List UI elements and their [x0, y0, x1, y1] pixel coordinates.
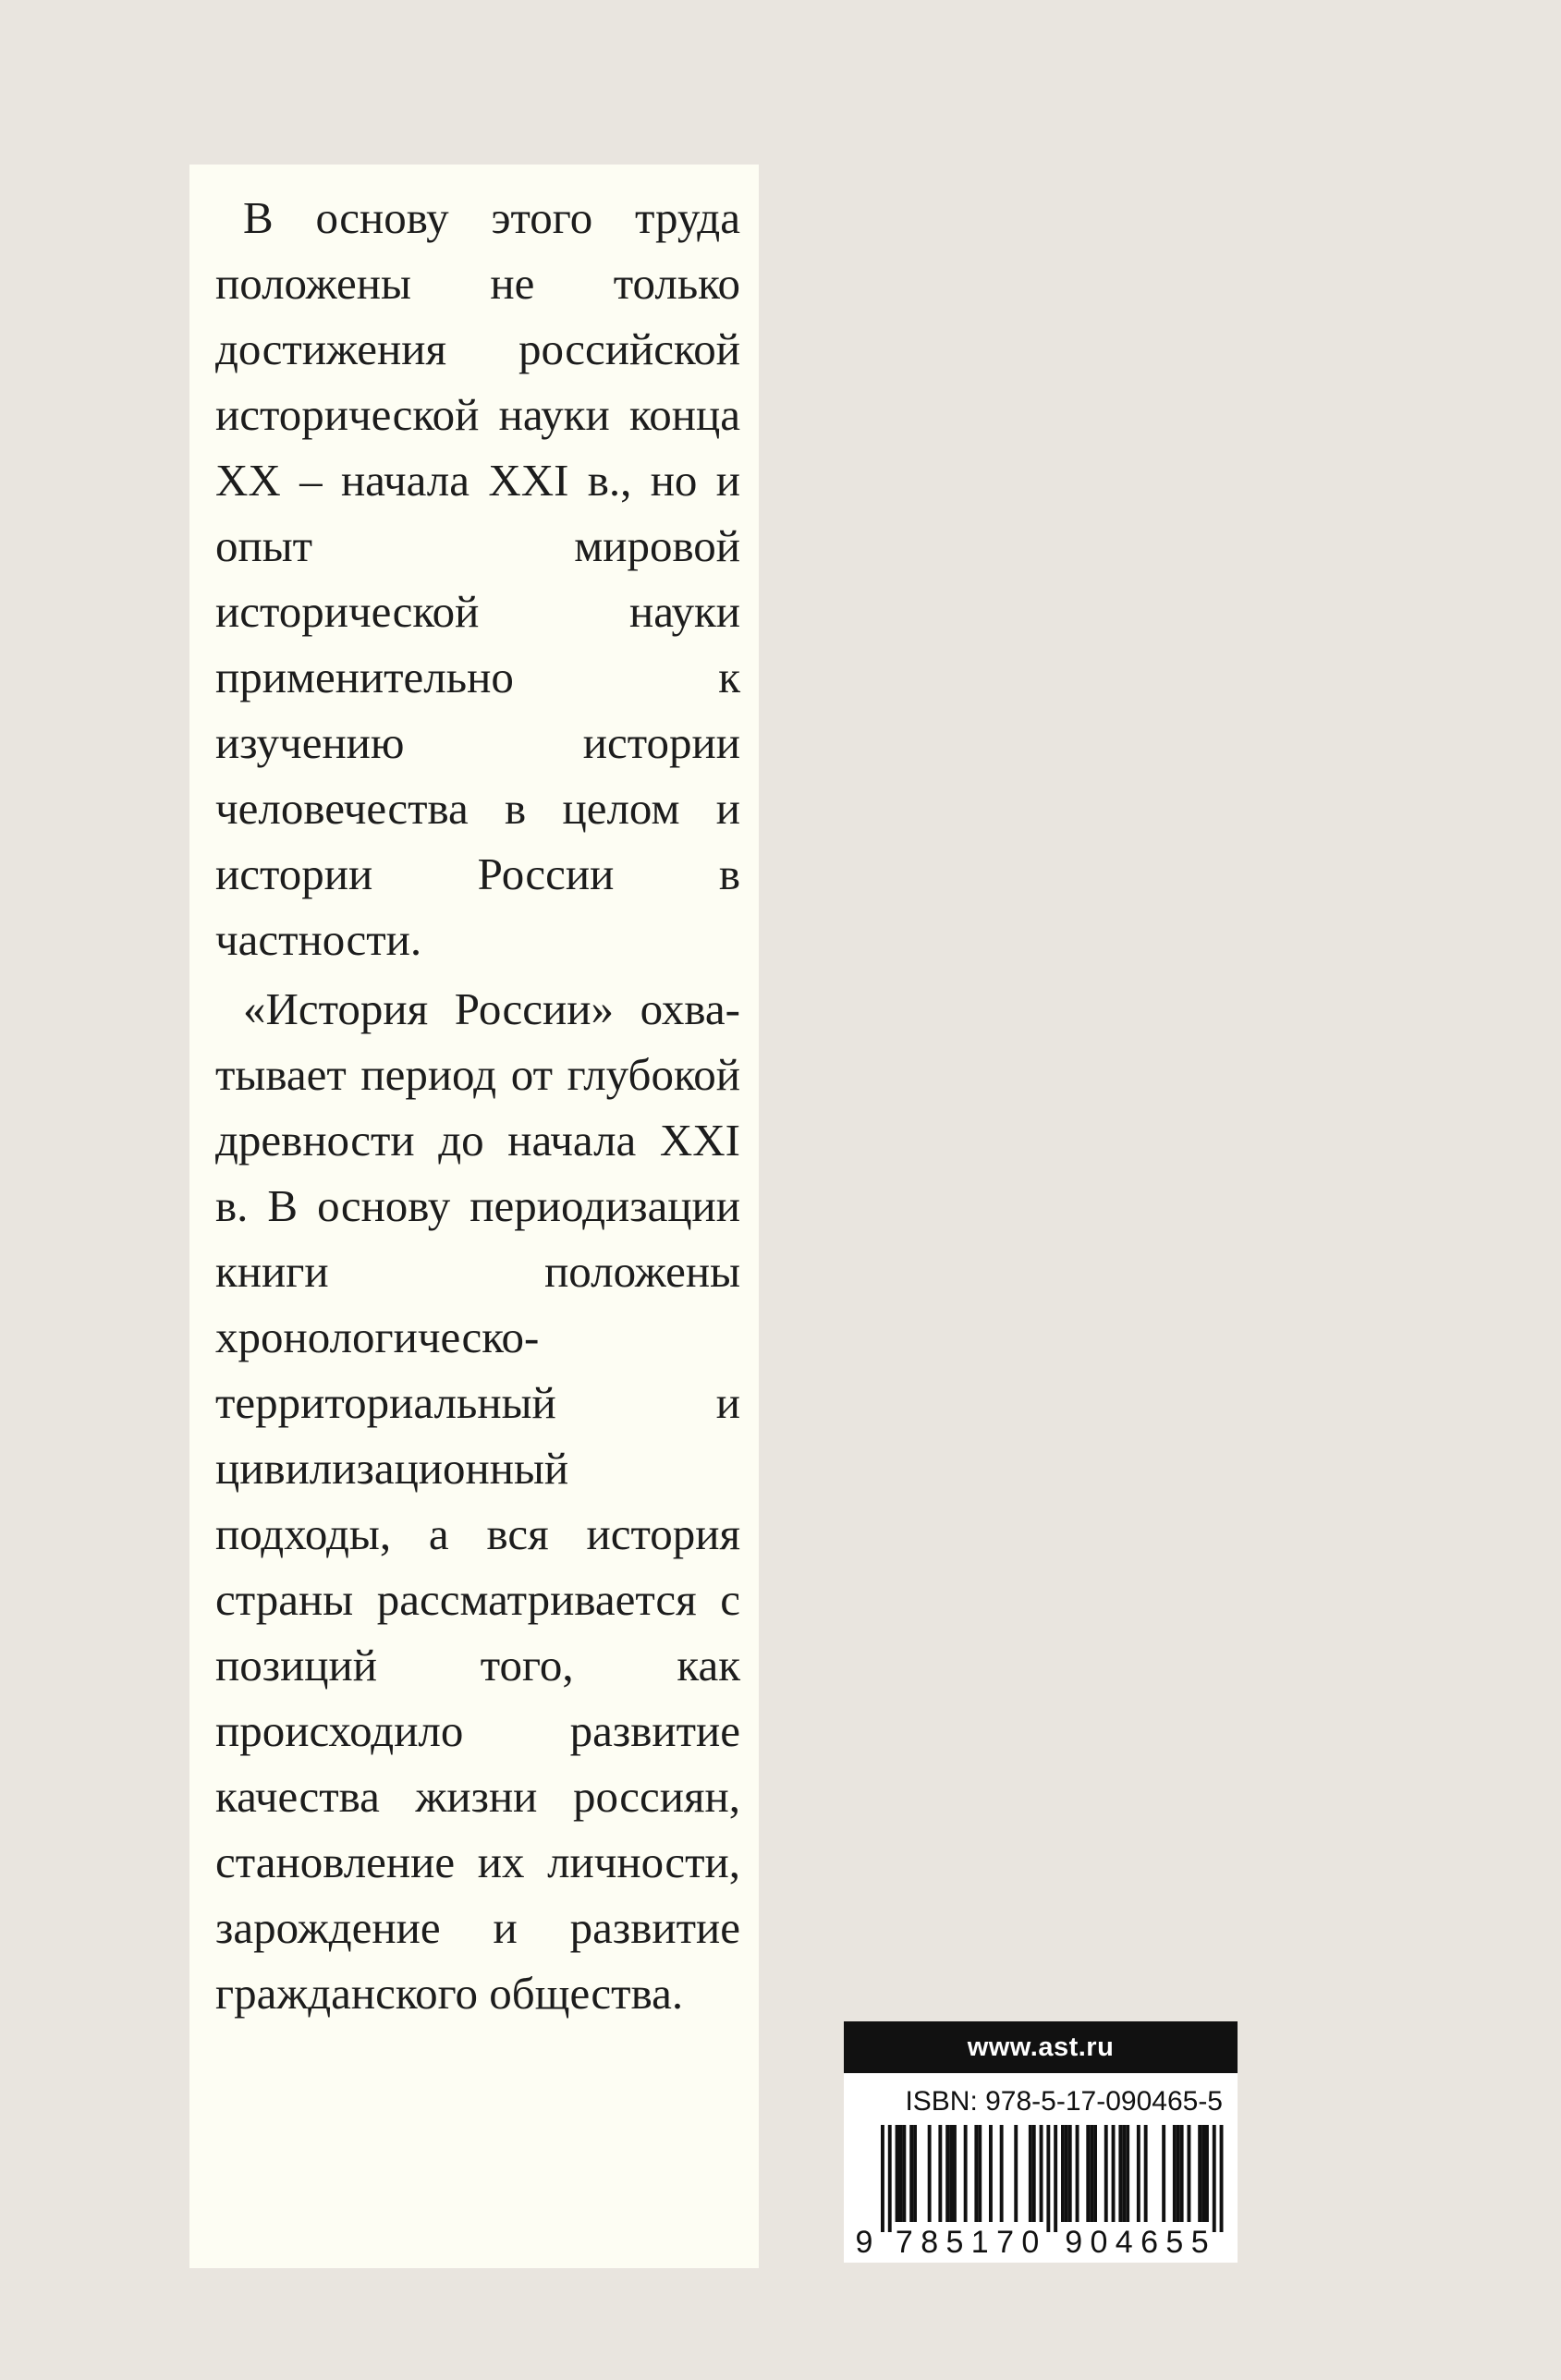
- barcode-bar: [945, 2125, 949, 2222]
- blurb-panel: [189, 165, 759, 2268]
- barcode-bar: [1086, 2125, 1090, 2222]
- barcode-graphic: [853, 2125, 1228, 2254]
- barcode-bar: [1126, 2125, 1129, 2222]
- barcode-bar: [1180, 2125, 1184, 2222]
- barcode-bar: [978, 2125, 982, 2222]
- barcode-bar: [1144, 2125, 1148, 2222]
- barcode-bar: [1076, 2125, 1079, 2222]
- barcode-bar: [1122, 2125, 1126, 2222]
- isbn-label: ISBN: 978-5-17-090465-5: [905, 2086, 1223, 2117]
- barcode-bar: [1213, 2125, 1216, 2232]
- barcode-digit-7: 9: [1065, 2225, 1083, 2254]
- blurb-paragraph-1: В основу этого труда положены не только достижения российской исторической науки конца XX – начала XXI в., но и опыт мировой исторической науки применительно к изучению истории человечества в целом и истории России в частности.: [215, 192, 740, 965]
- barcode-bar: [953, 2125, 957, 2222]
- barcode-bar: [1198, 2125, 1201, 2222]
- barcode-bar: [949, 2125, 953, 2222]
- isbn-barcode-block: [844, 2021, 1238, 2263]
- barcode-bar: [1040, 2125, 1043, 2222]
- barcode-bar: [1093, 2125, 1097, 2222]
- barcode-digit-3: 5: [945, 2225, 964, 2254]
- barcode-digit-0: 9: [855, 2225, 873, 2254]
- barcode-bar: [1173, 2125, 1177, 2222]
- barcode-bar: [1032, 2125, 1036, 2222]
- barcode-bar: [1000, 2125, 1004, 2222]
- barcode-bar: [1177, 2125, 1180, 2222]
- blurb-paragraph-2: «История России» охватывает период от глубокой древности до начала XXI в. В основу периодизации книги положены хронологическо-территориальный и цивилизационный подходы, а вся история страны рассматривается с позиций того, как происходило развитие качества жизни россиян, становление их личности, зарождение и развитие гражданского общества.: [215, 983, 740, 2019]
- barcode-bar: [1162, 2125, 1165, 2222]
- barcode-bar: [1014, 2125, 1018, 2222]
- barcode-bar: [1068, 2125, 1072, 2222]
- barcode-bar: [1029, 2125, 1032, 2222]
- barcode-bar: [1061, 2125, 1065, 2222]
- barcode-digit-12: 5: [1190, 2225, 1209, 2254]
- barcode-digit-1: 7: [895, 2225, 913, 2254]
- publisher-url: www.ast.ru: [844, 2021, 1238, 2073]
- barcode-bar: [989, 2125, 993, 2222]
- barcode-bar: [902, 2125, 906, 2222]
- barcode-bar: [1112, 2125, 1116, 2222]
- barcode-bar: [1054, 2125, 1057, 2232]
- barcode-bar: [1220, 2125, 1224, 2232]
- barcode-digit-6: 0: [1021, 2225, 1040, 2254]
- barcode: [853, 2125, 1228, 2254]
- barcode-digit-5: 7: [996, 2225, 1015, 2254]
- barcode-digit-8: 0: [1090, 2225, 1108, 2254]
- barcode-bar: [1046, 2125, 1050, 2232]
- barcode-digit-2: 8: [921, 2225, 939, 2254]
- barcode-digit-11: 5: [1165, 2225, 1184, 2254]
- barcode-digit-10: 6: [1140, 2225, 1159, 2254]
- barcode-bar: [964, 2125, 968, 2222]
- barcode-bar: [1104, 2125, 1108, 2222]
- barcode-bar: [1065, 2125, 1068, 2222]
- barcode-bar: [909, 2125, 913, 2222]
- barcode-bar: [1090, 2125, 1093, 2222]
- barcode-bar: [1201, 2125, 1205, 2222]
- barcode-bar: [913, 2125, 917, 2222]
- barcode-bar: [896, 2125, 899, 2222]
- barcode-digit-9: 4: [1115, 2225, 1133, 2254]
- barcode-bar: [881, 2125, 884, 2232]
- barcode-bar: [1137, 2125, 1140, 2222]
- barcode-bar: [899, 2125, 903, 2222]
- barcode-bar: [888, 2125, 892, 2232]
- barcode-bar: [1118, 2125, 1122, 2222]
- barcode-bar: [974, 2125, 978, 2222]
- barcode-bar: [1205, 2125, 1209, 2222]
- barcode-bar: [1188, 2125, 1191, 2222]
- barcode-bar: [938, 2125, 942, 2222]
- barcode-digit-4: 1: [970, 2225, 989, 2254]
- barcode-bar: [928, 2125, 932, 2222]
